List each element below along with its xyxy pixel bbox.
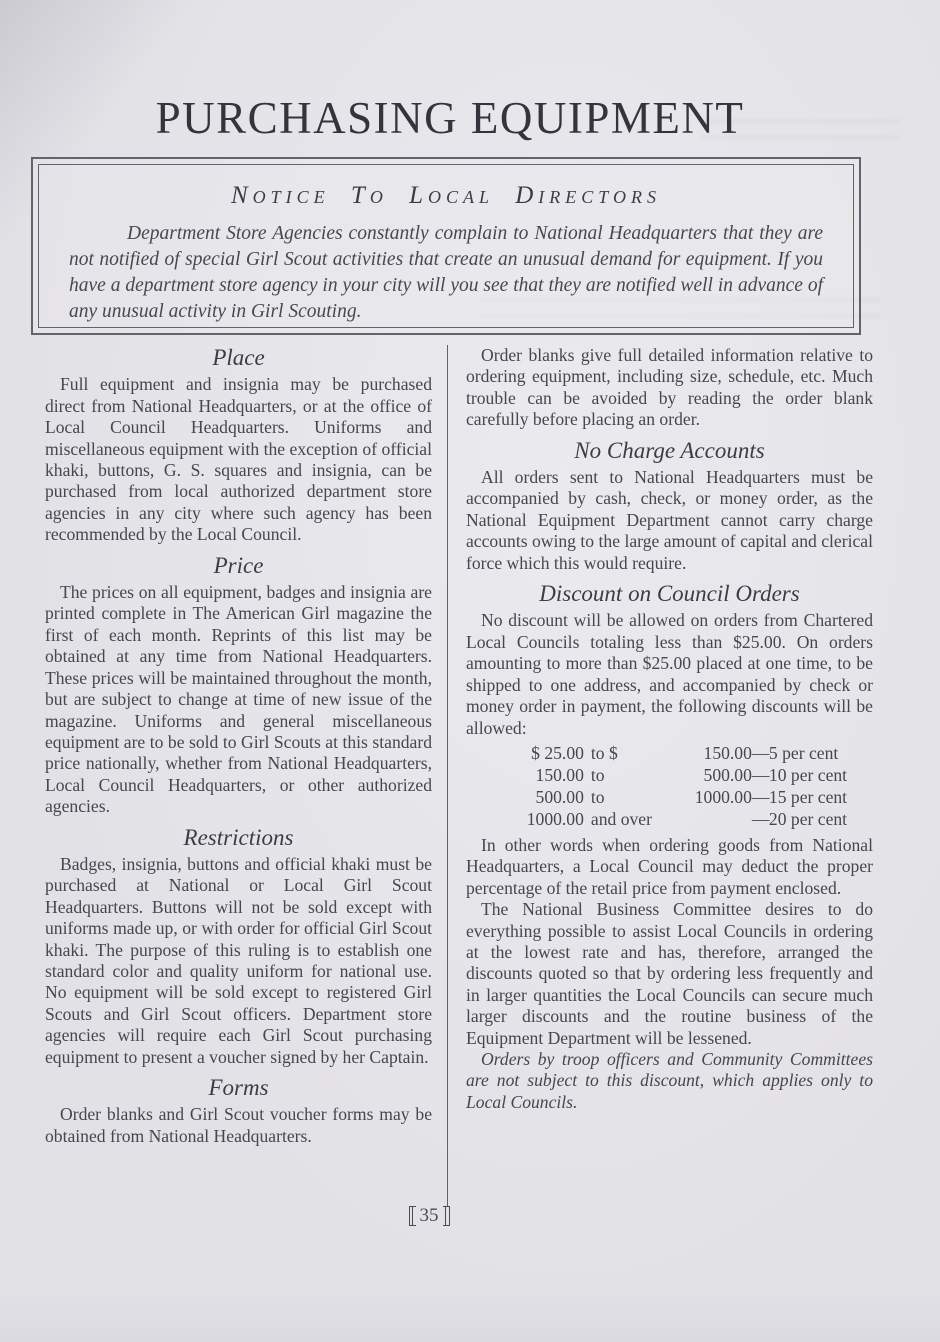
paragraph-national-business-committee: The National Business Committee desires to do everything possible to assist Local Councils in ordering at the lowest rate and has, therefore, arranged the discounts quoted so that by ordering less frequently and in larger quantities the Local Councils can secure much larger discounts and the routine business of the Equipment Department will be lessened. — [466, 899, 873, 1048]
discount-row-from: 500.00 — [535, 786, 584, 807]
discount-row-conj: to $ — [590, 742, 618, 763]
section-heading-price: Price — [213, 552, 264, 578]
discount-row-conj: to — [590, 764, 605, 785]
page-title: PURCHASING EQUIPMENT — [155, 93, 745, 143]
section-heading-forms: Forms — [208, 1075, 269, 1100]
notice-box-inner — [38, 164, 854, 328]
notice-box — [31, 157, 861, 335]
discount-row-to: 500.00 — [703, 764, 752, 785]
forms-continued-paragraph: Order blanks give full detailed information relative to ordering equipment, including size, schedule, etc. Much trouble can be avoided by reading the order blank carefully before placing an order. — [466, 345, 873, 430]
section-heading-no-charge-accounts: No Charge Accounts — [574, 437, 765, 463]
section-body-no-charge-accounts: All orders sent to National Headquarters must be accompanied by cash, check, or money order, as the National Equipment Department cannot carry charge accounts owing to the large amount of capital and clerical force which this would require. — [466, 467, 873, 573]
left-column — [45, 345, 447, 1207]
discount-row-percent: 15 per cent — [768, 786, 848, 807]
discount-row-dash: — — [751, 742, 770, 763]
discount-row-from: 1000.00 — [526, 808, 584, 829]
discount-row-percent: 10 per cent — [768, 764, 848, 785]
paragraph-troop-officers-note: Orders by troop officers and Community Committees are not subject to this discount, which applies only to Local Councils. — [466, 1048, 873, 1112]
section-body-forms: Order blanks and Girl Scout voucher forms may be obtained from National Headquarters. — [45, 1104, 432, 1146]
section-heading-discount-council-orders: Discount on Council Orders — [539, 581, 800, 607]
notice-body: Department Store Agencies constantly complain to National Headquarters that they are not notified of special Girl Scout activities that create an unusual demand for equipment. If you have a department store agency in your city will you see that they are notified well in advance of any unusual activity in Girl Scouting. — [69, 223, 823, 322]
discount-row-percent: 20 per cent — [768, 808, 848, 829]
discount-row-conj: to — [590, 786, 605, 807]
section-heading-restrictions: Restrictions — [183, 824, 294, 850]
discount-row-to: 1000.00 — [694, 786, 752, 807]
section-body-place: Full equipment and insignia may be purchased direct from National Headquarters, or at the office of Local Council Headquarters. Uniforms and miscellaneous equipment with the exception of official khaki, buttons, G. S. squares and insignia, can be purchased from local authorized department store agencies in any city where such agency has been recommended by the Local Council. — [45, 374, 432, 545]
section-body-price: The prices on all equipment, badges and insignia are printed complete in The American Girl magazine the first of each month. Reprints of this list may be obtained at any time from National Headquarters. These prices will be maintained throughout the month, but are subject to change at time of new issue of the magazine. Uniforms and general miscellaneous equipment are to be sold to Girl Scouts at this standard price nationally, whether from National Headquarters, Local Council Headquarters, or other authorized agencies. — [45, 582, 432, 817]
discount-row-dash: — — [751, 764, 770, 785]
discount-row-to: 150.00 — [703, 742, 752, 763]
two-column-layout — [45, 345, 873, 1207]
discount-row-dash: — — [751, 786, 770, 807]
discount-row-conj: and over — [590, 808, 652, 829]
discount-table — [492, 742, 847, 830]
page-number — [0, 1205, 858, 1232]
section-heading-place: Place — [212, 345, 265, 370]
paragraph-in-other-words: In other words when ordering goods from National Headquarters, a Local Council may deduct the proper percentage of the retail price from payment enclosed. — [466, 834, 873, 898]
discount-row-dash: — — [751, 808, 770, 829]
discount-row-from: $ 25.00 — [531, 742, 584, 763]
page-number-value: 35 — [419, 1205, 439, 1226]
page-number-bracket-left — [409, 1206, 416, 1226]
section-body-restrictions: Badges, insignia, buttons and official khaki must be purchased at National or Local Girl Scout Headquarters. Buttons will not be sold except with uniforms made up, or with order for official Girl Scout khaki. The purpose of this ruling is to establish one standard color and quality uniform for national use. No equipment will be sold except to registered Girl Scouts and Girl Scout officers. Department store agencies will require each Girl Scout purchasing equipment to present a voucher signed by her Captain. — [45, 853, 432, 1067]
discount-row-to — [660, 808, 752, 830]
page-number-bracket-right — [443, 1206, 450, 1226]
section-body-discount-council-orders: No discount will be allowed on orders from Chartered Local Councils totaling less than $25.00. On orders amounting to more than $25.00 placed at one time, to be shipped to one address, and accompanied by check or money order in payment, the following discounts will be allowed: — [466, 610, 873, 738]
right-column — [447, 345, 873, 1207]
discount-row-percent: 5 per cent — [768, 742, 839, 763]
discount-row-from: 150.00 — [535, 764, 584, 785]
notice-heading: Notice To Local Directors — [231, 182, 661, 209]
